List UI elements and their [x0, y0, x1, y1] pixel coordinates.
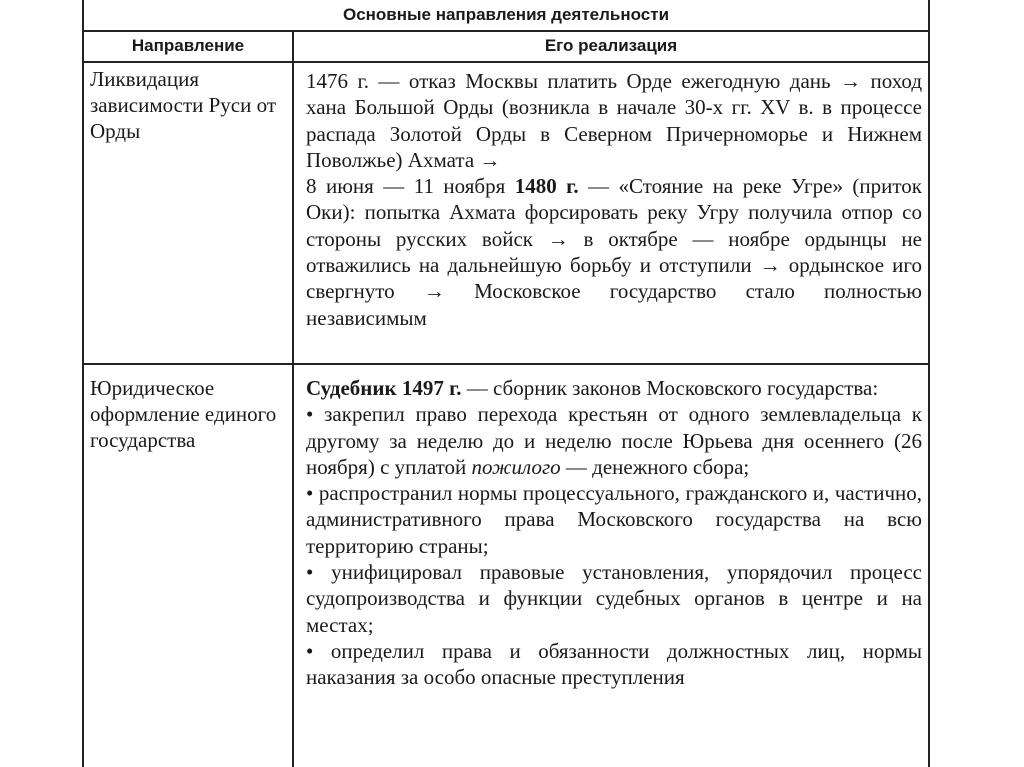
bullet-item: • определил права и обязанности должностных лиц, нормы наказания за особо опасные преступления [306, 638, 922, 690]
row1-year-1480: 1480 г. [514, 174, 579, 199]
sudebnik-description: — сборник законов Московского государства: [466, 376, 879, 400]
row1-text-1480: — «Стояние на реке Угре» (приток Оки): попытка Ахмата форсировать реку Угру получила отпор со стороны русских войск → в октябре — ноябре ордынцы не отважились на дальнейшую борьбу и отступили → ордынское иго свергнуто → Московское государство стало полностью независимым [306, 174, 922, 330]
sudebnik-title: Судебник 1497 г. [306, 376, 462, 400]
row1-realization [306, 68, 922, 331]
bullet-item: • унифицировал правовые установления, упорядочил процесс судопроизводства и функции судебных органов в центре и на местах; [306, 560, 922, 637]
row2-intro [306, 375, 922, 401]
row-divider [84, 363, 928, 365]
table-title: Основные направления деятельности [84, 0, 928, 32]
row1-paragraph-2 [306, 173, 922, 331]
row1-date-range: 8 июня — 11 ноября [306, 174, 506, 199]
bullet-item: • распространил нормы процессуального, гражданского и, частично, административного права Московского государства на всю территорию страны; [306, 481, 922, 558]
row1-date-1476: 1476 г. [306, 69, 369, 93]
column-divider-top [292, 31, 294, 363]
column-header-direction: Направление [84, 31, 294, 61]
column-header-realization: Его реализация [544, 36, 678, 55]
header-divider [84, 61, 928, 63]
bullet-item: • закрепил право перехода крестьян от одного землевладельца к другому за неделю до и неделю после Юрьева дня осеннего (26 ноября) с уплатой пожилого — денежного сбора; [306, 402, 922, 479]
row2-realization [306, 375, 922, 691]
row1-paragraph-1 [306, 68, 922, 173]
pozhiloe-term: пожилого [471, 454, 561, 479]
row1-direction: Ликвидация зависимости Руси от Орды [90, 67, 277, 143]
document-page [82, 0, 930, 767]
row2-direction: Юридическое оформление единого государства [90, 376, 277, 452]
column-divider-bottom [292, 365, 294, 767]
row1-text-1476: — отказ Москвы платить Орде ежегодную дань → поход хана Большой Орды (возникла в начале 30-х гг. XV в. в процессе распада Золотой Орды в Северном Причерноморье и Нижнем Поволжье) Ахмата → [306, 69, 922, 172]
